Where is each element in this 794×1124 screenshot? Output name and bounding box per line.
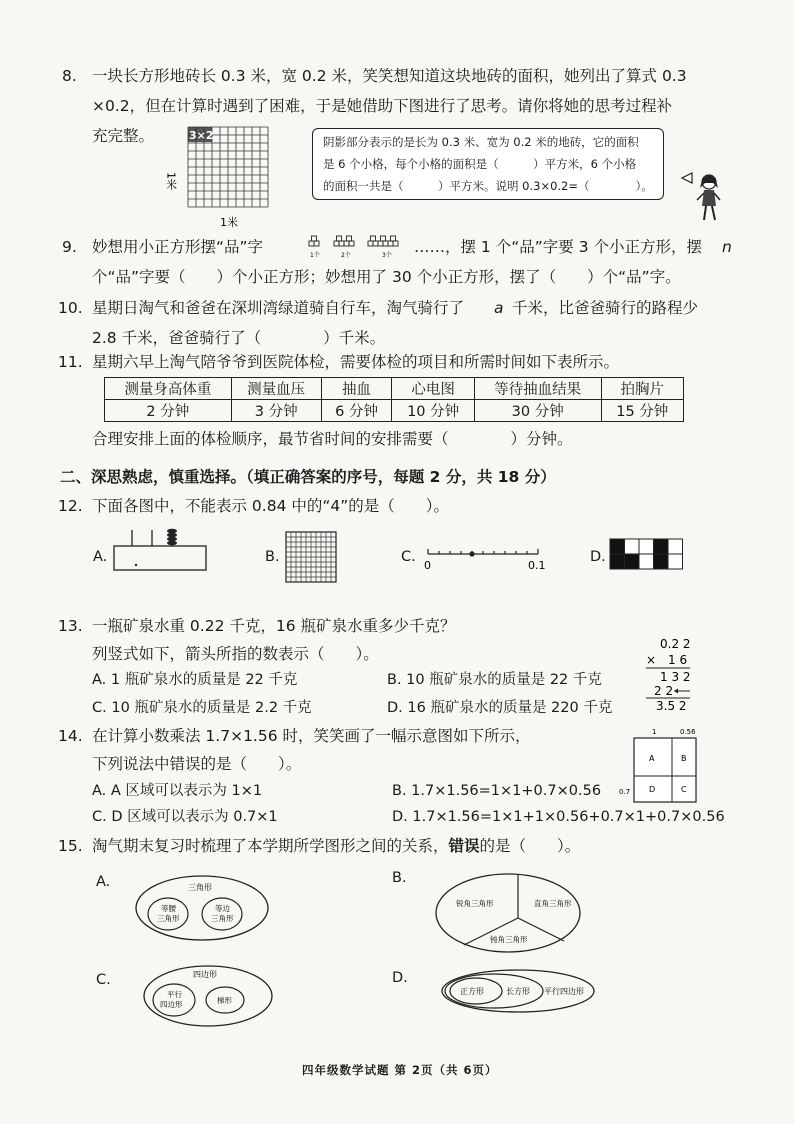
q14-option-b[interactable]: B. 1.7×1.56=1×1+0.7×0.56 [392,783,602,799]
q14-option-a[interactable]: A. A 区域可以表示为 1×1 [92,783,263,799]
table-header: 抽血 [321,378,392,400]
calc-partial1: 1 3 2 [660,670,691,684]
q12-option-b-label: B. [265,549,280,565]
table-header: 等待抽血结果 [474,378,601,400]
abacus-figure [110,526,210,576]
calc-partial2: 2 2 [654,684,674,698]
q13-option-c[interactable]: C. 10 瓶矿泉水的质量是 2.2 千克 [92,700,312,716]
bubble-line3: 的面积一共是（ ）平方米。说明 0.3×0.2=（ ）。 [323,179,653,193]
q13-option-b[interactable]: B. 10 瓶矿泉水的质量是 22 千克 [387,672,602,688]
q9-text-line1a: 妙想用小正方形摆“品”字 [92,238,264,256]
hundred-grid-figure [284,530,342,582]
c-inner1-line2: 四边形 [160,1000,183,1009]
a-inner1-line1: 等腰 [161,904,176,913]
q14-option-d[interactable]: D. 1.7×1.56=1×1+1×0.56+0.7×1+0.7×0.56 [392,809,725,825]
table-header: 测量血压 [231,378,321,400]
girl-illustration [682,170,732,225]
pattern-label-1: 1个 [310,252,320,259]
q12-text-line1: 下面各图中，不能表示 0.84 中的“4”的是（ ）。 [92,497,450,515]
q14-option-c[interactable]: C. D 区域可以表示为 0.7×1 [92,809,278,825]
q10-text-line1a: 星期日淘气和爸爸在深圳湾绿道骑自行车，淘气骑行了 [92,299,465,317]
q9-text-line1b: ……，摆 1 个“品”字要 3 个小正方形，摆 [414,238,702,256]
table-cell: 15 分钟 [601,400,683,422]
diagram-side: 0.7 [619,788,631,796]
q13-text-line1: 一瓶矿泉水重 0.22 千克，16 瓶矿泉水重多少千克？ [92,617,456,635]
pattern-label-2: 2个 [341,252,351,259]
pattern-label-3: 3个 [382,252,392,259]
region-b: B [681,754,687,763]
q8-text-line1: 一块长方形地砖长 0.3 米，宽 0.2 米，笑笑想知道这块地砖的面积，她列出了算式 0.3 [92,67,687,85]
a-inner2-line1: 等边 [215,904,230,913]
q15-option-c-label: C. [96,972,111,988]
q11-number: 11. [58,353,83,371]
q8-thought-bubble [312,128,664,200]
q9-text-line2: 个“品”字要（ ）个小正方形；妙想用了 30 个小正方形，摆了（ ）个“品”字。 [92,268,681,286]
a-inner2-line2: 三角形 [211,914,234,923]
q11-text-line1: 星期六早上淘气陪爷爷到医院体检，需要体检的项目和所需时间如下表所示。 [92,353,620,371]
calc-multiplicand: 0.2 2 [660,637,691,651]
q13-number: 13. [58,617,83,635]
q10-number: 10. [58,299,83,317]
q11-text-line2: 合理安排上面的体检顺序，最节省时间的安排需要（ ）分钟。 [92,430,573,448]
bubble-line1: 阴影部分表示的是长为 0.3 米、宽为 0.2 米的地砖，它的面积 [323,135,639,149]
calc-multiplier: × 1 6 [646,653,688,667]
q9-var-n: n [722,238,732,256]
diagram-c-quadrilaterals [140,962,276,1030]
q8-text-line3: 充完整。 [92,127,155,145]
q14-number: 14. [58,727,83,745]
a-outer-label: 三角形 [188,883,212,892]
pin-pattern-figure [306,232,414,258]
table-row [105,400,684,422]
section2-title: 二、深思熟虑，慎重选择。（填正确答案的序号，每题 2 分，共 18 分） [60,468,556,486]
table-cell: 3 分钟 [231,400,321,422]
a-inner1-line2: 三角形 [157,914,180,923]
axis-start: 0 [424,559,431,572]
q8-grid-figure [164,122,278,232]
q13-option-d[interactable]: D. 16 瓶矿泉水的质量是 220 千克 [387,700,613,716]
diagram-top2: 0.56 [680,728,696,736]
table-header: 心电图 [392,378,474,400]
q13-option-a[interactable]: A. 1 瓶矿泉水的质量是 22 千克 [92,672,298,688]
q14-text-line2: 下列说法中错误的是（ ）。 [92,755,302,773]
q8-number: 8. [62,67,77,85]
axis-end: 0.1 [528,559,546,572]
diagram-b-triangle-types [432,870,584,956]
q15-text-part2: 的是（ ）。 [479,837,581,855]
vertical-calculation [640,634,700,712]
q10-var-a: a [494,299,504,317]
calc-result: 3.5 2 [656,699,687,713]
b-section3: 钝角三角形 [490,935,528,944]
diagram-a-triangles [132,872,272,944]
q9-number: 9. [62,238,77,256]
q15-number: 15. [58,837,83,855]
d-outer: 平行四边形 [544,987,584,996]
c-inner1-line1: 平行 [167,990,182,999]
grid-label: 3×2 [189,129,214,142]
diagram-d-nested [438,966,598,1016]
side-label: 1米 [164,172,178,190]
q15-emphasis: 错误 [448,837,480,855]
region-a: A [649,754,655,763]
q15-option-d-label: D. [392,970,408,986]
q15-text-line1 [92,836,580,856]
d-inner: 正方形 [460,987,484,996]
q12-option-c-label: C. [401,549,416,565]
number-line-figure [418,540,553,572]
d-middle: 长方形 [506,987,530,996]
table-cell: 6 分钟 [321,400,392,422]
table-header-row [105,378,684,400]
table-header: 测量身高体重 [105,378,232,400]
q12-option-a-label: A. [93,549,108,565]
q8-text-line2: ×0.2，但在计算时遇到了困难，于是她借助下图进行了思考。请你将她的思考过程补 [92,97,673,115]
table-header: 拍胸片 [601,378,683,400]
q15-text-part1: 淘气期末复习时梳理了本学期所学图形之间的关系， [92,837,449,855]
exam-time-table [104,377,684,422]
table-cell: 2 分钟 [105,400,232,422]
q15-option-a-label: A. [96,874,111,890]
q12-number: 12. [58,497,83,515]
blocks-figure [608,537,686,571]
q10-text-line1b: 千米，比爸爸骑行的路程少 [512,299,699,317]
c-outer-label: 四边形 [193,970,217,979]
bottom-label: 1米 [220,216,238,229]
q12-option-d-label: D. [590,549,606,565]
q13-text-line2: 列竖式如下，箭头所指的数表示（ ）。 [92,645,379,663]
q14-text-line1: 在计算小数乘法 1.7×1.56 时，笑笑画了一幅示意图如下所示， [92,727,531,745]
region-c: C [681,785,687,794]
table-cell: 30 分钟 [474,400,601,422]
region-d: D [649,785,656,794]
page-footer: 四年级数学试题 第 2页（共 6页） [302,1063,498,1077]
q15-option-b-label: B. [392,870,407,886]
area-model-diagram [616,726,706,806]
bubble-line2: 是 6 个小格，每个小格的面积是（ ）平方米，6 个小格 [323,157,637,171]
q10-text-line2: 2.8 千米，爸爸骑行了（ ）千米。 [92,329,386,347]
c-inner2-label: 梯形 [217,996,232,1005]
b-section1: 锐角三角形 [456,899,494,908]
diagram-top1: 1 [652,728,657,736]
b-section2: 直角三角形 [534,899,572,908]
table-cell: 10 分钟 [392,400,474,422]
